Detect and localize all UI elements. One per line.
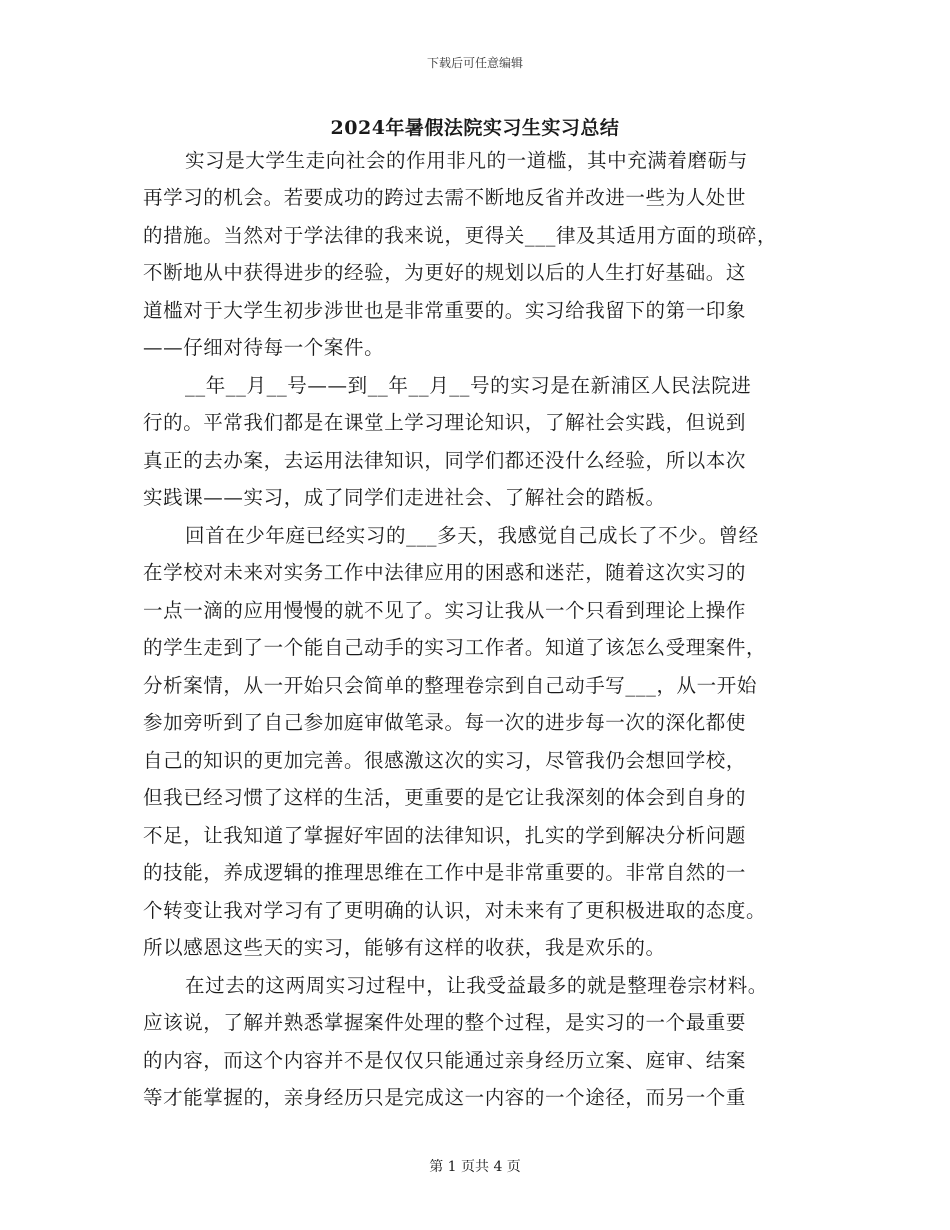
- paragraph-line: 实践课——实习，成了同学们走进社会、了解社会的踏板。: [143, 486, 666, 509]
- paragraph-line: 实习是大学生走向社会的作用非凡的一道槛，其中充满着磨砺与: [185, 149, 748, 172]
- paragraph-line: 回首在少年庭已经实习的___多天，我感觉自己成长了不少。曾经: [185, 524, 759, 547]
- paragraph-line: 个转变让我对学习有了更明确的认识，对未来有了更积极进取的态度。: [143, 899, 767, 922]
- paragraph-line: __年__月__号——到__年__月__号的实习是在新浦区人民法院进: [185, 374, 752, 397]
- paragraph-line: 的内容，而这个内容并不是仅仅只能通过亲身经历立案、庭审、结案: [143, 1049, 747, 1072]
- document-title: 2024年暑假法院实习生实习总结: [330, 117, 620, 139]
- paragraph-line: 自己的知识的更加完善。很感激这次的实习，尽管我仍会想回学校，: [143, 749, 747, 772]
- paragraph-line: 一点一滴的应用慢慢的就不见了。实习让我从一个只看到理论上操作: [143, 599, 747, 622]
- paragraph-line: 分析案情，从一开始只会简单的整理卷宗到自己动手写___，从一开始: [143, 674, 757, 697]
- paragraph-line: 不足，让我知道了掌握好牢固的法律知识，扎实的学到解决分析问题: [143, 824, 747, 847]
- paragraph-line: 不断地从中获得进步的经验，为更好的规划以后的人生打好基础。这: [143, 261, 747, 284]
- paragraph-line: 的技能，养成逻辑的推理思维在工作中是非常重要的。非常自然的一: [143, 861, 747, 884]
- paragraph-line: 真正的去办案，去运用法律知识，同学们都还没什么经验，所以本次: [143, 449, 747, 472]
- paragraph-line: 的学生走到了一个能自己动手的实习工作者。知道了该怎么受理案件，: [143, 636, 767, 659]
- paragraph-line: 但我已经习惯了这样的生活，更重要的是它让我深刻的体会到自身的: [143, 786, 747, 809]
- paragraph-line: ——仔细对待每一个案件。: [143, 336, 385, 359]
- paragraph-line: 的措施。当然对于学法律的我来说，更得关___律及其适用方面的琐碎，: [143, 224, 778, 247]
- paragraph-line: 行的。平常我们都是在课堂上学习理论知识，了解社会实践，但说到: [143, 411, 747, 434]
- paragraph-line: 道槛对于大学生初步涉世也是非常重要的。实习给我留下的第一印象: [143, 299, 747, 322]
- paragraph-line: 参加旁听到了自己参加庭审做笔录。每一次的进步每一次的深化都使: [143, 711, 747, 734]
- paragraph-line: 在过去的这两周实习过程中，让我受益最多的就是整理卷宗材料。: [185, 974, 768, 997]
- paragraph-line: 应该说，了解并熟悉掌握案件处理的整个过程，是实习的一个最重要: [143, 1011, 747, 1034]
- page-header-note: 下载后可任意编辑: [426, 56, 523, 70]
- paragraph-line: 在学校对未来对实务工作中法律应用的困惑和迷茫，随着这次实习的: [143, 561, 747, 584]
- paragraph-line: 等才能掌握的，亲身经历只是完成这一内容的一个途径，而另一个重: [143, 1086, 747, 1109]
- page-number-footer: 第 1 页共 4 页: [429, 1159, 521, 1175]
- paragraph-line: 再学习的机会。若要成功的跨过去需不断地反省并改进一些为人处世: [143, 186, 747, 209]
- paragraph-line: 所以感恩这些天的实习，能够有这样的收获，我是欢乐的。: [143, 936, 666, 959]
